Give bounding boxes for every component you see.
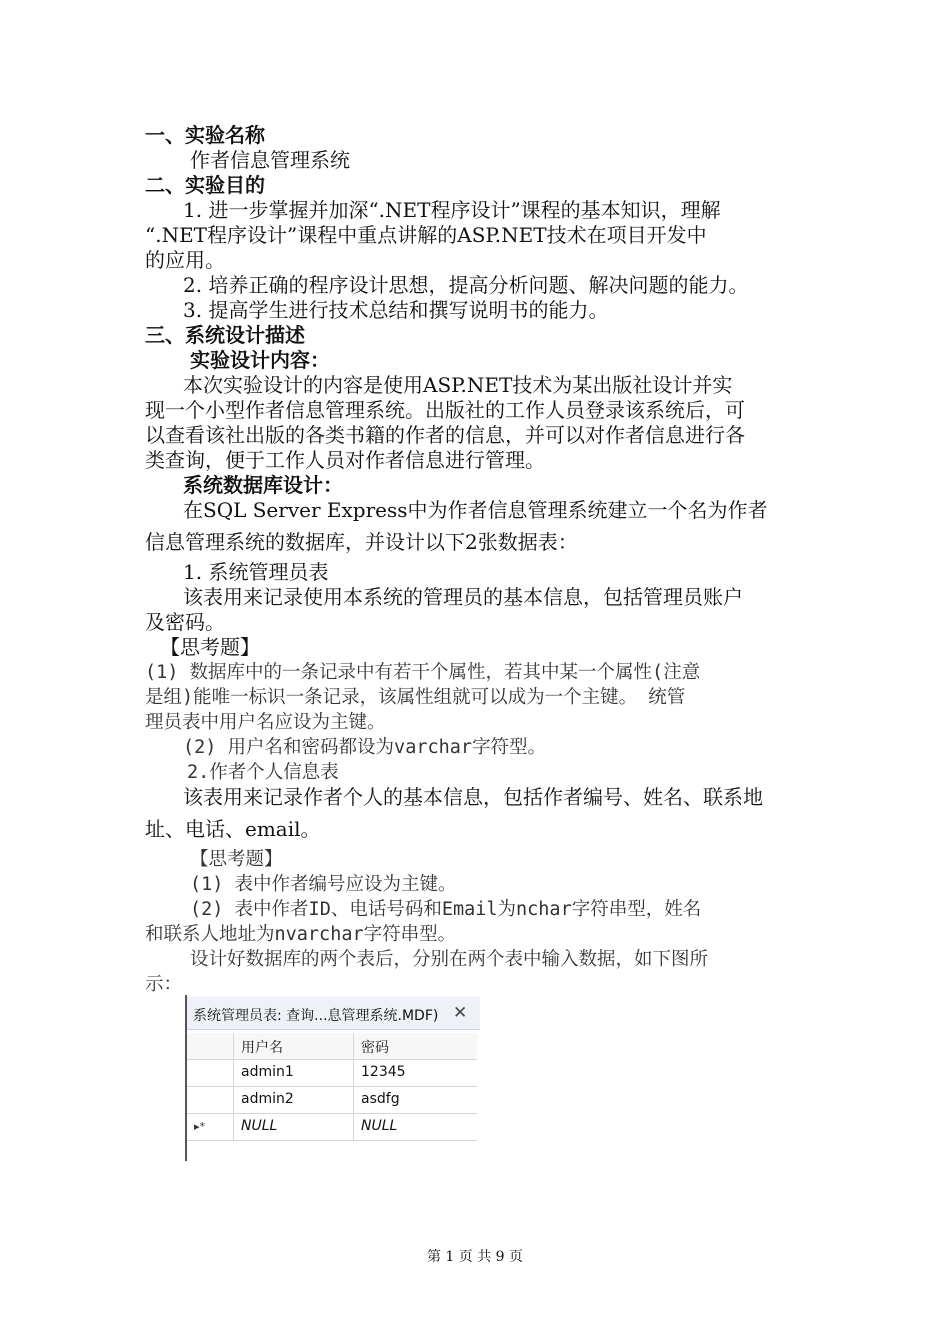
- purpose-item-1: 1. 进一步掌握并加深“.NET程序设计”课程的基本知识，理解: [183, 198, 721, 222]
- design-content-para-2: 现一个小型作者信息管理系统。出版社的工作人员登录该系统后，可: [145, 398, 745, 422]
- table-cell-username[interactable]: admin1: [241, 1064, 294, 1080]
- closing-para-end: 示：: [145, 974, 183, 995]
- table-cell-password[interactable]: NULL: [361, 1118, 398, 1134]
- design-content-para-4: 类查询，便于工作人员对作者信息进行管理。: [145, 448, 545, 472]
- column-header-username[interactable]: 用户名: [241, 1040, 283, 1056]
- thinking-answer-4: (2) 表中作者ID、电话号码和Email为nchar字符串型，姓名: [190, 899, 702, 920]
- row-selector[interactable]: [187, 1087, 234, 1113]
- thinking-answer-1-end: 理员表中用户名应设为主键。: [145, 712, 386, 733]
- new-row-marker-icon: ▸*: [194, 1120, 206, 1133]
- subheading-design-content: 实验设计内容：: [190, 348, 330, 372]
- table-1-desc-2: 及密码。: [145, 610, 225, 634]
- table-row[interactable]: [187, 1087, 477, 1114]
- row-selector[interactable]: [187, 1114, 234, 1140]
- heading-experiment-purpose: 二、实验目的: [145, 173, 265, 197]
- page-footer: 第 1 页 共 9 页: [426, 1249, 524, 1265]
- purpose-item-1-cont: “.NET程序设计”课程中重点讲解的ASP.NET技术在项目开发中: [145, 223, 707, 247]
- purpose-item-3: 3. 提高学生进行技术总结和撰写说明书的能力。: [183, 298, 609, 322]
- thinking-answer-2: (2) 用户名和密码都设为varchar字符型。: [183, 737, 547, 758]
- thinking-answer-1-cont: 是组)能唯一标识一条记录，该属性组就可以成为一个主键。 统管: [145, 687, 686, 708]
- table-1-desc: 该表用来记录使用本系统的管理员的基本信息，包括管理员账户: [183, 585, 743, 609]
- design-content-para-3: 以查看该社出版的各类书籍的作者的信息，并可以对作者信息进行各: [145, 423, 745, 447]
- purpose-item-2: 2. 培养正确的程序设计思想，提高分析问题、解决问题的能力。: [183, 273, 749, 297]
- heading-experiment-name: 一、实验名称: [145, 123, 265, 147]
- table-header-row: [187, 1033, 477, 1060]
- query-tab[interactable]: [187, 997, 480, 1030]
- row-selector[interactable]: [187, 1060, 234, 1086]
- table-row[interactable]: [187, 1060, 477, 1087]
- table-cell-password[interactable]: 12345: [361, 1064, 406, 1080]
- table-2-desc-2: 址、电话、email。: [145, 817, 321, 841]
- thinking-question-label: 【思考题】: [160, 635, 260, 659]
- database-design-para-2: 信息管理系统的数据库，并设计以下2张数据表：: [145, 530, 578, 554]
- admin-table-screenshot: [185, 995, 482, 1161]
- table-2-title: 2.作者个人信息表: [187, 762, 339, 783]
- row-selector[interactable]: [187, 1033, 234, 1059]
- heading-system-design: 三、系统设计描述: [145, 323, 305, 347]
- query-tab-title: 系统管理员表: 查询...息管理系统.MDF): [193, 1008, 439, 1024]
- subheading-database-design: 系统数据库设计：: [183, 473, 343, 497]
- table-new-row[interactable]: [187, 1114, 477, 1141]
- experiment-name-text: 作者信息管理系统: [190, 148, 350, 172]
- column-header-password[interactable]: 密码: [361, 1040, 389, 1056]
- purpose-item-1-end: 的应用。: [145, 248, 225, 272]
- database-design-para: 在SQL Server Express中为作者信息管理系统建立一个名为作者: [183, 498, 768, 522]
- table-2-desc: 该表用来记录作者个人的基本信息，包括作者编号、姓名、联系地: [183, 785, 763, 809]
- design-content-para: 本次实验设计的内容是使用ASP.NET技术为某出版社设计并实: [183, 373, 733, 397]
- table-cell-password[interactable]: asdfg: [361, 1091, 400, 1107]
- close-icon[interactable]: ✕: [453, 1003, 468, 1023]
- table-1-title: 1. 系统管理员表: [183, 560, 329, 584]
- table-cell-username[interactable]: NULL: [241, 1118, 278, 1134]
- table-cell-username[interactable]: admin2: [241, 1091, 294, 1107]
- thinking-answer-1: (1) 数据库中的一条记录中有若干个属性，若其中某一个属性(注意: [145, 662, 701, 683]
- thinking-answer-4-cont: 和联系人地址为nvarchar字符串型。: [145, 924, 457, 945]
- thinking-answer-3: (1) 表中作者编号应设为主键。: [190, 874, 457, 895]
- thinking-question-label-2: 【思考题】: [190, 849, 283, 870]
- closing-para: 设计好数据库的两个表后，分别在两个表中输入数据，如下图所: [190, 949, 709, 970]
